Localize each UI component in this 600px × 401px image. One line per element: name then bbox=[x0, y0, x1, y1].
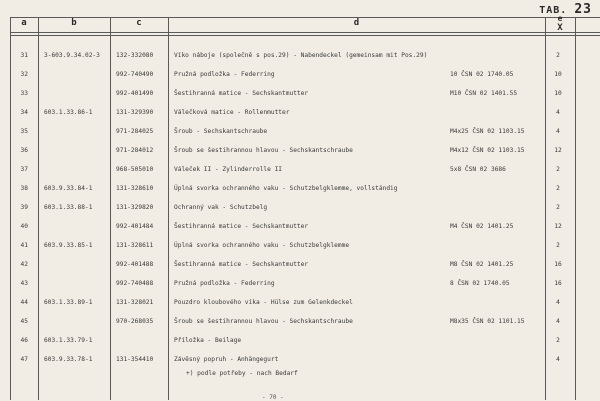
drawing-number: 603.1.33.79-1 bbox=[44, 337, 93, 344]
part-code: 992-740490 bbox=[116, 71, 154, 78]
header-rule bbox=[10, 32, 600, 33]
table-row bbox=[0, 276, 600, 293]
part-code: 971-284012 bbox=[116, 147, 154, 154]
row-number: 34 bbox=[20, 109, 28, 116]
drawing-number: 603.1.33.88-1 bbox=[44, 204, 93, 211]
standard-reference: M4 ČSN 02 1401.25 bbox=[450, 223, 514, 230]
quantity: 4 bbox=[556, 356, 560, 363]
table-row bbox=[0, 48, 600, 65]
part-code: 131-329390 bbox=[116, 109, 154, 116]
table-row bbox=[0, 257, 600, 274]
table-row bbox=[0, 352, 600, 369]
part-code: 131-354410 bbox=[116, 356, 154, 363]
part-description: Šroub se šestihrannou hlavou - Sechskantschraube bbox=[174, 318, 353, 325]
row-number: 41 bbox=[20, 242, 28, 249]
part-code: 992-401488 bbox=[116, 261, 154, 268]
part-description: Pouzdro kloubového víka - Hülse zum Gelenkdeckel bbox=[174, 299, 353, 306]
part-code: 132-332080 bbox=[116, 52, 154, 59]
quantity: 4 bbox=[556, 318, 560, 325]
quantity: 2 bbox=[556, 52, 560, 59]
row-number: 33 bbox=[20, 90, 28, 97]
quantity: 2 bbox=[556, 185, 560, 192]
quantity: 10 bbox=[554, 71, 562, 78]
standard-reference: M8 ČSN 02 1401.25 bbox=[450, 261, 514, 268]
part-description: Šroub - Sechskantschraube bbox=[174, 128, 268, 135]
part-description: Pružná podložka - Federring bbox=[174, 280, 275, 287]
part-description: Úplná svorka ochranného vaku - Schutzbelgklemme bbox=[174, 242, 350, 249]
header-b: b bbox=[71, 18, 77, 28]
row-number: 46 bbox=[20, 337, 28, 344]
part-description: Ochranný vak - Schutzbelg bbox=[174, 204, 268, 211]
drawing-number: 603.9.33.78-1 bbox=[44, 356, 93, 363]
part-code: 131-328611 bbox=[116, 242, 154, 249]
quantity: 2 bbox=[556, 337, 560, 344]
row-number: 31 bbox=[20, 52, 28, 59]
table-row bbox=[0, 314, 600, 331]
quantity: 2 bbox=[556, 204, 560, 211]
header-d: d bbox=[353, 18, 360, 28]
standard-reference: M4x25 ČSN 02 1103.15 bbox=[450, 128, 525, 135]
part-description: Závěsný popruh - Anhängegurt bbox=[174, 356, 279, 363]
row-number: 38 bbox=[20, 185, 28, 192]
footnote: +) podle potřeby - nach Bedarf bbox=[186, 370, 298, 377]
part-code: 992-401484 bbox=[116, 223, 154, 230]
table-row bbox=[0, 200, 600, 217]
part-code: 131-328021 bbox=[116, 299, 154, 306]
part-description: Šroub se šestihrannou hlavou - Sechskantschraube bbox=[174, 147, 353, 154]
row-number: 35 bbox=[20, 128, 28, 135]
quantity: 10 bbox=[554, 90, 562, 97]
quantity: 4 bbox=[556, 128, 560, 135]
row-number: 32 bbox=[20, 71, 28, 78]
quantity: 2 bbox=[556, 242, 560, 249]
part-description: Šestihranná matice - Sechskantmutter bbox=[174, 223, 309, 230]
standard-reference: 10 ČSN 02 1740.05 bbox=[450, 71, 514, 78]
table-row bbox=[0, 219, 600, 236]
table-row bbox=[0, 124, 600, 141]
table-row bbox=[0, 86, 600, 103]
page-number: - 70 - bbox=[262, 394, 284, 401]
row-number: 36 bbox=[20, 147, 28, 154]
part-code: 992-401490 bbox=[116, 90, 154, 97]
part-code: 971-284025 bbox=[116, 128, 154, 135]
quantity: 12 bbox=[554, 147, 562, 154]
part-code: 992-740488 bbox=[116, 280, 154, 287]
row-number: 44 bbox=[20, 299, 28, 306]
table-row bbox=[0, 162, 600, 179]
table-row bbox=[0, 295, 600, 312]
table-row bbox=[0, 181, 600, 198]
quantity: 2 bbox=[556, 166, 560, 173]
table-row bbox=[0, 67, 600, 84]
drawing-number: 603.9.33.85-1 bbox=[44, 242, 93, 249]
row-number: 37 bbox=[20, 166, 28, 173]
standard-reference: 5x8 ČSN 02 3686 bbox=[450, 166, 506, 173]
standard-reference: 8 ČSN 02 1740.05 bbox=[450, 280, 510, 287]
drawing-number: 603.9.33.84-1 bbox=[44, 185, 93, 192]
header-rule-double bbox=[10, 35, 600, 36]
quantity: 16 bbox=[554, 280, 562, 287]
tab-prefix: TAB. bbox=[539, 5, 568, 16]
part-code: 131-329820 bbox=[116, 204, 154, 211]
standard-reference: M4x12 ČSN 02 1103.15 bbox=[450, 147, 525, 154]
drawing-number: 3-603.9.34.02-3 bbox=[44, 52, 100, 59]
table-row bbox=[0, 238, 600, 255]
part-description: Válečková matice - Rollenmutter bbox=[174, 109, 290, 116]
drawing-number: 603.1.33.89-1 bbox=[44, 299, 93, 306]
part-description: Pružná podložka - Federring bbox=[174, 71, 275, 78]
part-description: Příložka - Beilage bbox=[174, 337, 242, 344]
part-code: 131-328610 bbox=[116, 185, 154, 192]
row-number: 43 bbox=[20, 280, 28, 287]
quantity: 16 bbox=[554, 261, 562, 268]
part-description: Šestihranná matice - Sechskantmutter bbox=[174, 90, 309, 97]
part-code: 968-505010 bbox=[116, 166, 154, 173]
row-number: 40 bbox=[20, 223, 28, 230]
table-row bbox=[0, 333, 600, 350]
part-code: 970-268035 bbox=[116, 318, 154, 325]
row-number: 47 bbox=[20, 356, 28, 363]
standard-reference: M8x35 ČSN 02 1101.15 bbox=[450, 318, 525, 325]
part-description: Úplná svorka ochranného vaku - Schutzbelgklemme, vollständig bbox=[174, 185, 398, 192]
part-description: Víko náboje (společně s pos.29) - Nabendeckel (gemeinsam mit Pos.29) bbox=[174, 52, 428, 59]
table-row bbox=[0, 105, 600, 122]
table-row bbox=[0, 143, 600, 160]
quantity: 4 bbox=[556, 109, 560, 116]
tab-number: 23 bbox=[574, 2, 592, 17]
part-description: Šestihranná matice - Sechskantmutter bbox=[174, 261, 309, 268]
header-x: X bbox=[557, 23, 563, 33]
row-number: 42 bbox=[20, 261, 28, 268]
row-number: 39 bbox=[20, 204, 28, 211]
standard-reference: M10 ČSN 02 1401.55 bbox=[450, 90, 518, 97]
quantity: 12 bbox=[554, 223, 562, 230]
header-e: e bbox=[557, 14, 563, 23]
header-c: c bbox=[136, 18, 142, 28]
drawing-number: 603.1.33.86-1 bbox=[44, 109, 93, 116]
row-number: 45 bbox=[20, 318, 28, 325]
quantity: 4 bbox=[556, 299, 560, 306]
part-description: Váleček II - Zylinderrolle II bbox=[174, 166, 283, 173]
header-a: a bbox=[21, 18, 27, 28]
